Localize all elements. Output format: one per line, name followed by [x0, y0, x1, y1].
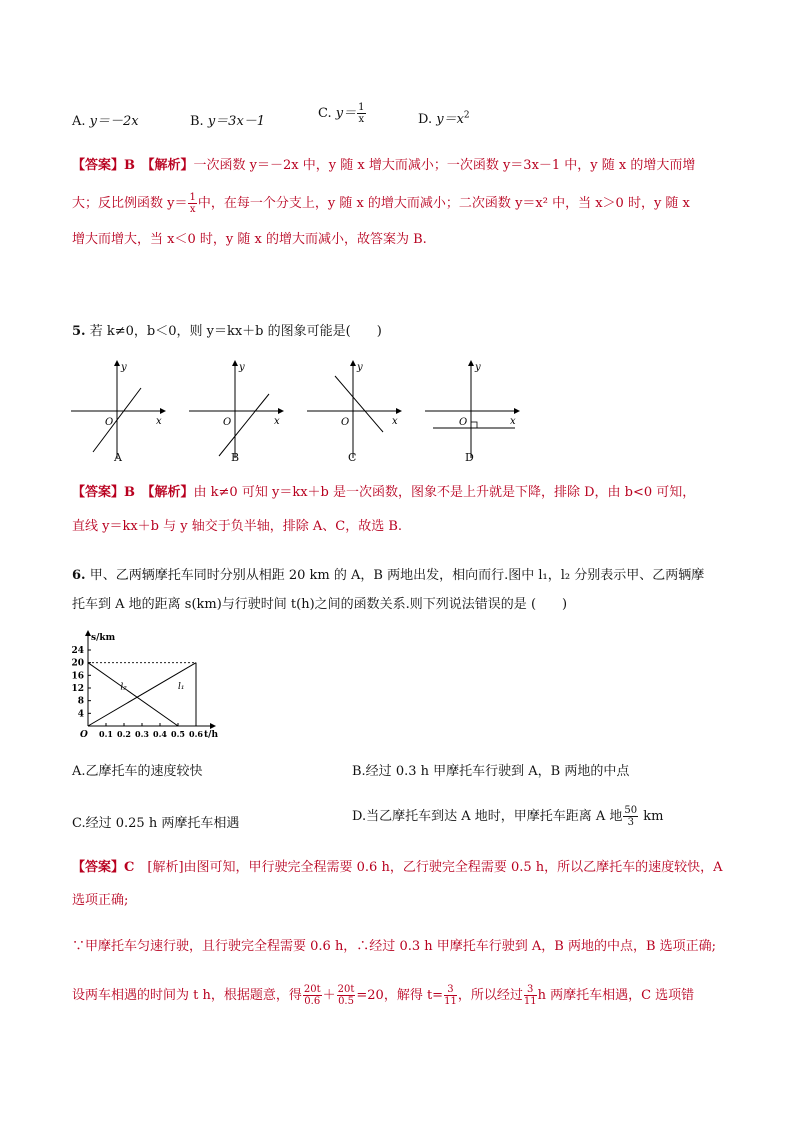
- q5-graph-a-o: O: [105, 417, 114, 428]
- q5-graph-d: [425, 360, 520, 458]
- q6-option-d: D.当乙摩托车到达 A 地时，甲摩托车距离 A 地 $\frac{50}{3}$ km: [352, 805, 664, 828]
- q5-graph-c: [307, 360, 402, 458]
- q5-graph-c-o: O: [341, 417, 350, 428]
- y-tick-label: 4: [77, 709, 84, 720]
- l1-label: l₁: [178, 682, 185, 692]
- q5-label-a: A: [114, 451, 122, 464]
- origin-label: O: [80, 730, 88, 740]
- q5-graph-c-y: y: [357, 362, 363, 373]
- q5-graph-b-y: y: [239, 362, 245, 373]
- series-line-2: [88, 663, 178, 726]
- q6-analysis-line-2: 选项正确;: [72, 893, 129, 908]
- q6-analysis-line-3: ∵甲摩托车匀速行驶，且行驶完全程需要 0.6 h，∴经过 0.3 h 甲摩托车行驶到 A，B 两地的中点，B 选项正确;: [72, 939, 717, 954]
- q5-analysis-line-1: 【答案】B 【解析】由 k≠0 可知 y＝kx＋b 是一次函数，图象不是上升就是下降，排除 D，由 b<0 可知，: [72, 485, 696, 500]
- l2-label: l₂: [120, 682, 127, 693]
- q5-graph-a-x: x: [156, 416, 162, 427]
- x-tick-label: 0.6: [189, 729, 203, 739]
- q5-label-c: C: [348, 451, 357, 464]
- q4-option-d: D. $y=x^2$: [418, 110, 470, 127]
- q6-option-c: C.经过 0.25 h 两摩托车相遇: [72, 816, 240, 831]
- q5-graph-b-o: O: [223, 417, 232, 428]
- q5-graph-d-x: x: [510, 416, 516, 427]
- x-tick-label: 0.5: [171, 729, 185, 739]
- q5-graph-d-o: O: [459, 417, 468, 428]
- q5-analysis-line-2: 直线 y＝kx＋b 与 y 轴交于负半轴，排除 A、C，故选 B.: [72, 519, 403, 534]
- q6-option-a: A.乙摩托车的速度较快: [72, 764, 203, 779]
- q6-analysis-line-1: 【答案】C [解析]由图可知，甲行驶完全程需要 0.6 h，乙行驶完全程需要 0.5 h，所以乙摩托车的速度较快，A: [72, 860, 723, 875]
- q5-label-d: D: [465, 451, 474, 464]
- q5-graph-d-y: y: [475, 362, 481, 373]
- x-tick-label: 0.3: [135, 729, 149, 739]
- q5-graphs: [65, 358, 525, 468]
- q4-analysis-line-1: 【答案】B 【解析】一次函数 y＝－2x 中，y 随 x 增大而减小；一次函数 y＝3x－1 中，y 随 x 的增大而增: [72, 158, 696, 173]
- y-tick-label: 8: [77, 696, 84, 707]
- q6-analysis-line-4: 设两车相遇的时间为 t h，根据题意，得 $\frac{20t}{0.6}$ ＋ $\frac{20t}{0.5}$ =20，解得 t= $\frac{3}{11}$ ，所以经过 $\frac{3}{11}$ h 两摩托车相遇，C 选项错: [72, 984, 695, 1007]
- x-axis-arrow: [210, 723, 216, 729]
- q5-graph-b-x: x: [274, 416, 280, 427]
- x-axis-label: t/h: [204, 730, 218, 740]
- y-tick-label: 12: [71, 684, 84, 694]
- q6-stem-line-2: 托车到 A 地的距离 s(km)与行驶时间 t(h)之间的函数关系.则下列说法错误的是 ( ): [72, 597, 568, 612]
- x-tick-label: 0.2: [117, 729, 131, 739]
- q6-stem-line-1: 6. 甲、乙两辆摩托车同时分别从相距 20 km 的 A，B 两地出发，相向而行.图中 l₁，l₂ 分别表示甲、乙两辆摩: [72, 568, 705, 583]
- q5-graph-b: [189, 360, 284, 458]
- q5-graph-c-x: x: [392, 416, 398, 427]
- q6-option-b: B.经过 0.3 h 甲摩托车行驶到 A，B 两地的中点: [352, 764, 630, 779]
- x-tick-label: 0.1: [99, 729, 113, 739]
- q4-analysis-line-2: 大；反比例函数 y＝ $\frac{1}{x}$ 中，在每一个分支上，y 随 x 的增大而减小；二次函数 y＝x² 中，当 x＞0 时，y 随 x: [72, 192, 690, 215]
- q6-chart: [68, 630, 238, 745]
- y-tick-label: 20: [71, 658, 84, 669]
- y-axis-label: s/km: [91, 633, 116, 643]
- q4-option-b: B. y＝3x－1: [190, 114, 266, 129]
- series-line-1: [88, 663, 196, 726]
- y-tick-label: 16: [71, 671, 84, 682]
- q5-stem: 5. 若 k≠0，b＜0，则 y＝kx＋b 的图象可能是( ): [72, 324, 382, 339]
- q5-graph-a: [71, 360, 166, 458]
- y-tick-label: 24: [71, 646, 84, 656]
- q5-graph-a-y: y: [121, 362, 127, 373]
- q4-option-a: A. y＝－2x: [72, 114, 139, 129]
- x-tick-label: 0.4: [153, 729, 167, 739]
- q5-label-b: B: [231, 451, 240, 464]
- q4-option-c: C. y＝ $\frac{1}{x}$: [318, 102, 365, 125]
- q4-analysis-line-3: 增大而增大，当 x＜0 时，y 随 x 的增大而减小，故答案为 B.: [72, 232, 427, 247]
